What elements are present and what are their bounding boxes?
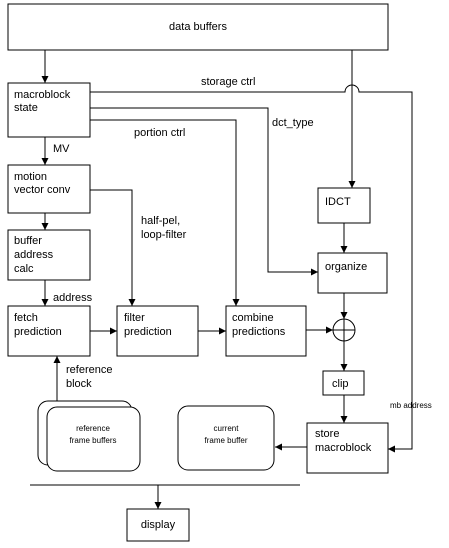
arrow-portion-ctrl — [90, 120, 236, 306]
buffer-address-calc-label-3: calc — [14, 263, 34, 275]
display-box — [127, 509, 189, 541]
store-macroblock-label-2: macroblock — [315, 442, 372, 454]
reference-block-label-2: block — [66, 378, 92, 390]
buffer-address-calc-box — [8, 230, 90, 280]
reference-block-label-1: reference — [66, 364, 113, 376]
idct-label: IDCT — [325, 196, 351, 208]
idct-box — [318, 188, 370, 223]
macroblock-state-label-2: state — [14, 102, 38, 114]
data-buffers-label: data buffers — [169, 20, 227, 33]
organize-label: organize — [325, 261, 368, 273]
macroblock-state-box — [8, 83, 90, 137]
address-label: address — [53, 292, 93, 304]
macroblock-state-label-1: macroblock — [14, 89, 71, 101]
buffer-address-calc-label-2: address — [14, 249, 54, 261]
organize-box — [318, 253, 387, 293]
mb-address-label: mb address — [390, 401, 432, 410]
motion-vector-conv-label-2: vector conv — [14, 184, 71, 196]
buffer-address-calc-label-1: buffer — [14, 235, 42, 247]
half-pel-label-2: loop-filter — [141, 229, 187, 241]
motion-vector-conv-label-1: motion — [14, 171, 48, 183]
storage-ctrl-label: storage ctrl — [201, 76, 256, 88]
portion-ctrl-label: portion ctrl — [134, 127, 186, 139]
combine-predictions-box — [226, 306, 306, 356]
current-frame-buffer-box — [178, 406, 274, 470]
filter-prediction-box — [117, 306, 198, 356]
summing-junction — [333, 319, 355, 341]
clip-box — [323, 371, 364, 395]
fetch-prediction-label-1: fetch — [14, 312, 38, 324]
filter-prediction-label-1: filter — [124, 312, 145, 324]
combine-predictions-label-1: combine — [232, 312, 274, 324]
filter-prediction-label-2: prediction — [124, 326, 172, 338]
reference-frame-buffers-box — [38, 401, 140, 471]
store-macroblock-box — [307, 423, 388, 473]
dct-type-label: dct_type — [272, 117, 314, 129]
fetch-prediction-label-2: prediction — [14, 326, 62, 338]
display-label: display — [140, 518, 176, 531]
store-macroblock-label-1: store — [315, 428, 340, 440]
reference-frame-buffers-label-1: reference — [76, 424, 110, 433]
fetch-prediction-box — [8, 306, 90, 356]
current-frame-buffer-label-1: current — [213, 424, 239, 433]
data-buffers-box — [8, 4, 388, 50]
motion-vector-conv-box — [8, 165, 90, 213]
reference-frame-buffers-label-2: frame buffers — [69, 436, 117, 445]
half-pel-label-1: half-pel, — [141, 215, 181, 227]
combine-predictions-label-2: predictions — [232, 326, 286, 338]
arrow-half-pel — [90, 190, 132, 306]
clip-label: clip — [332, 378, 349, 390]
current-frame-buffer-label-2: frame buffer — [204, 436, 248, 445]
mv-label: MV — [53, 143, 70, 155]
